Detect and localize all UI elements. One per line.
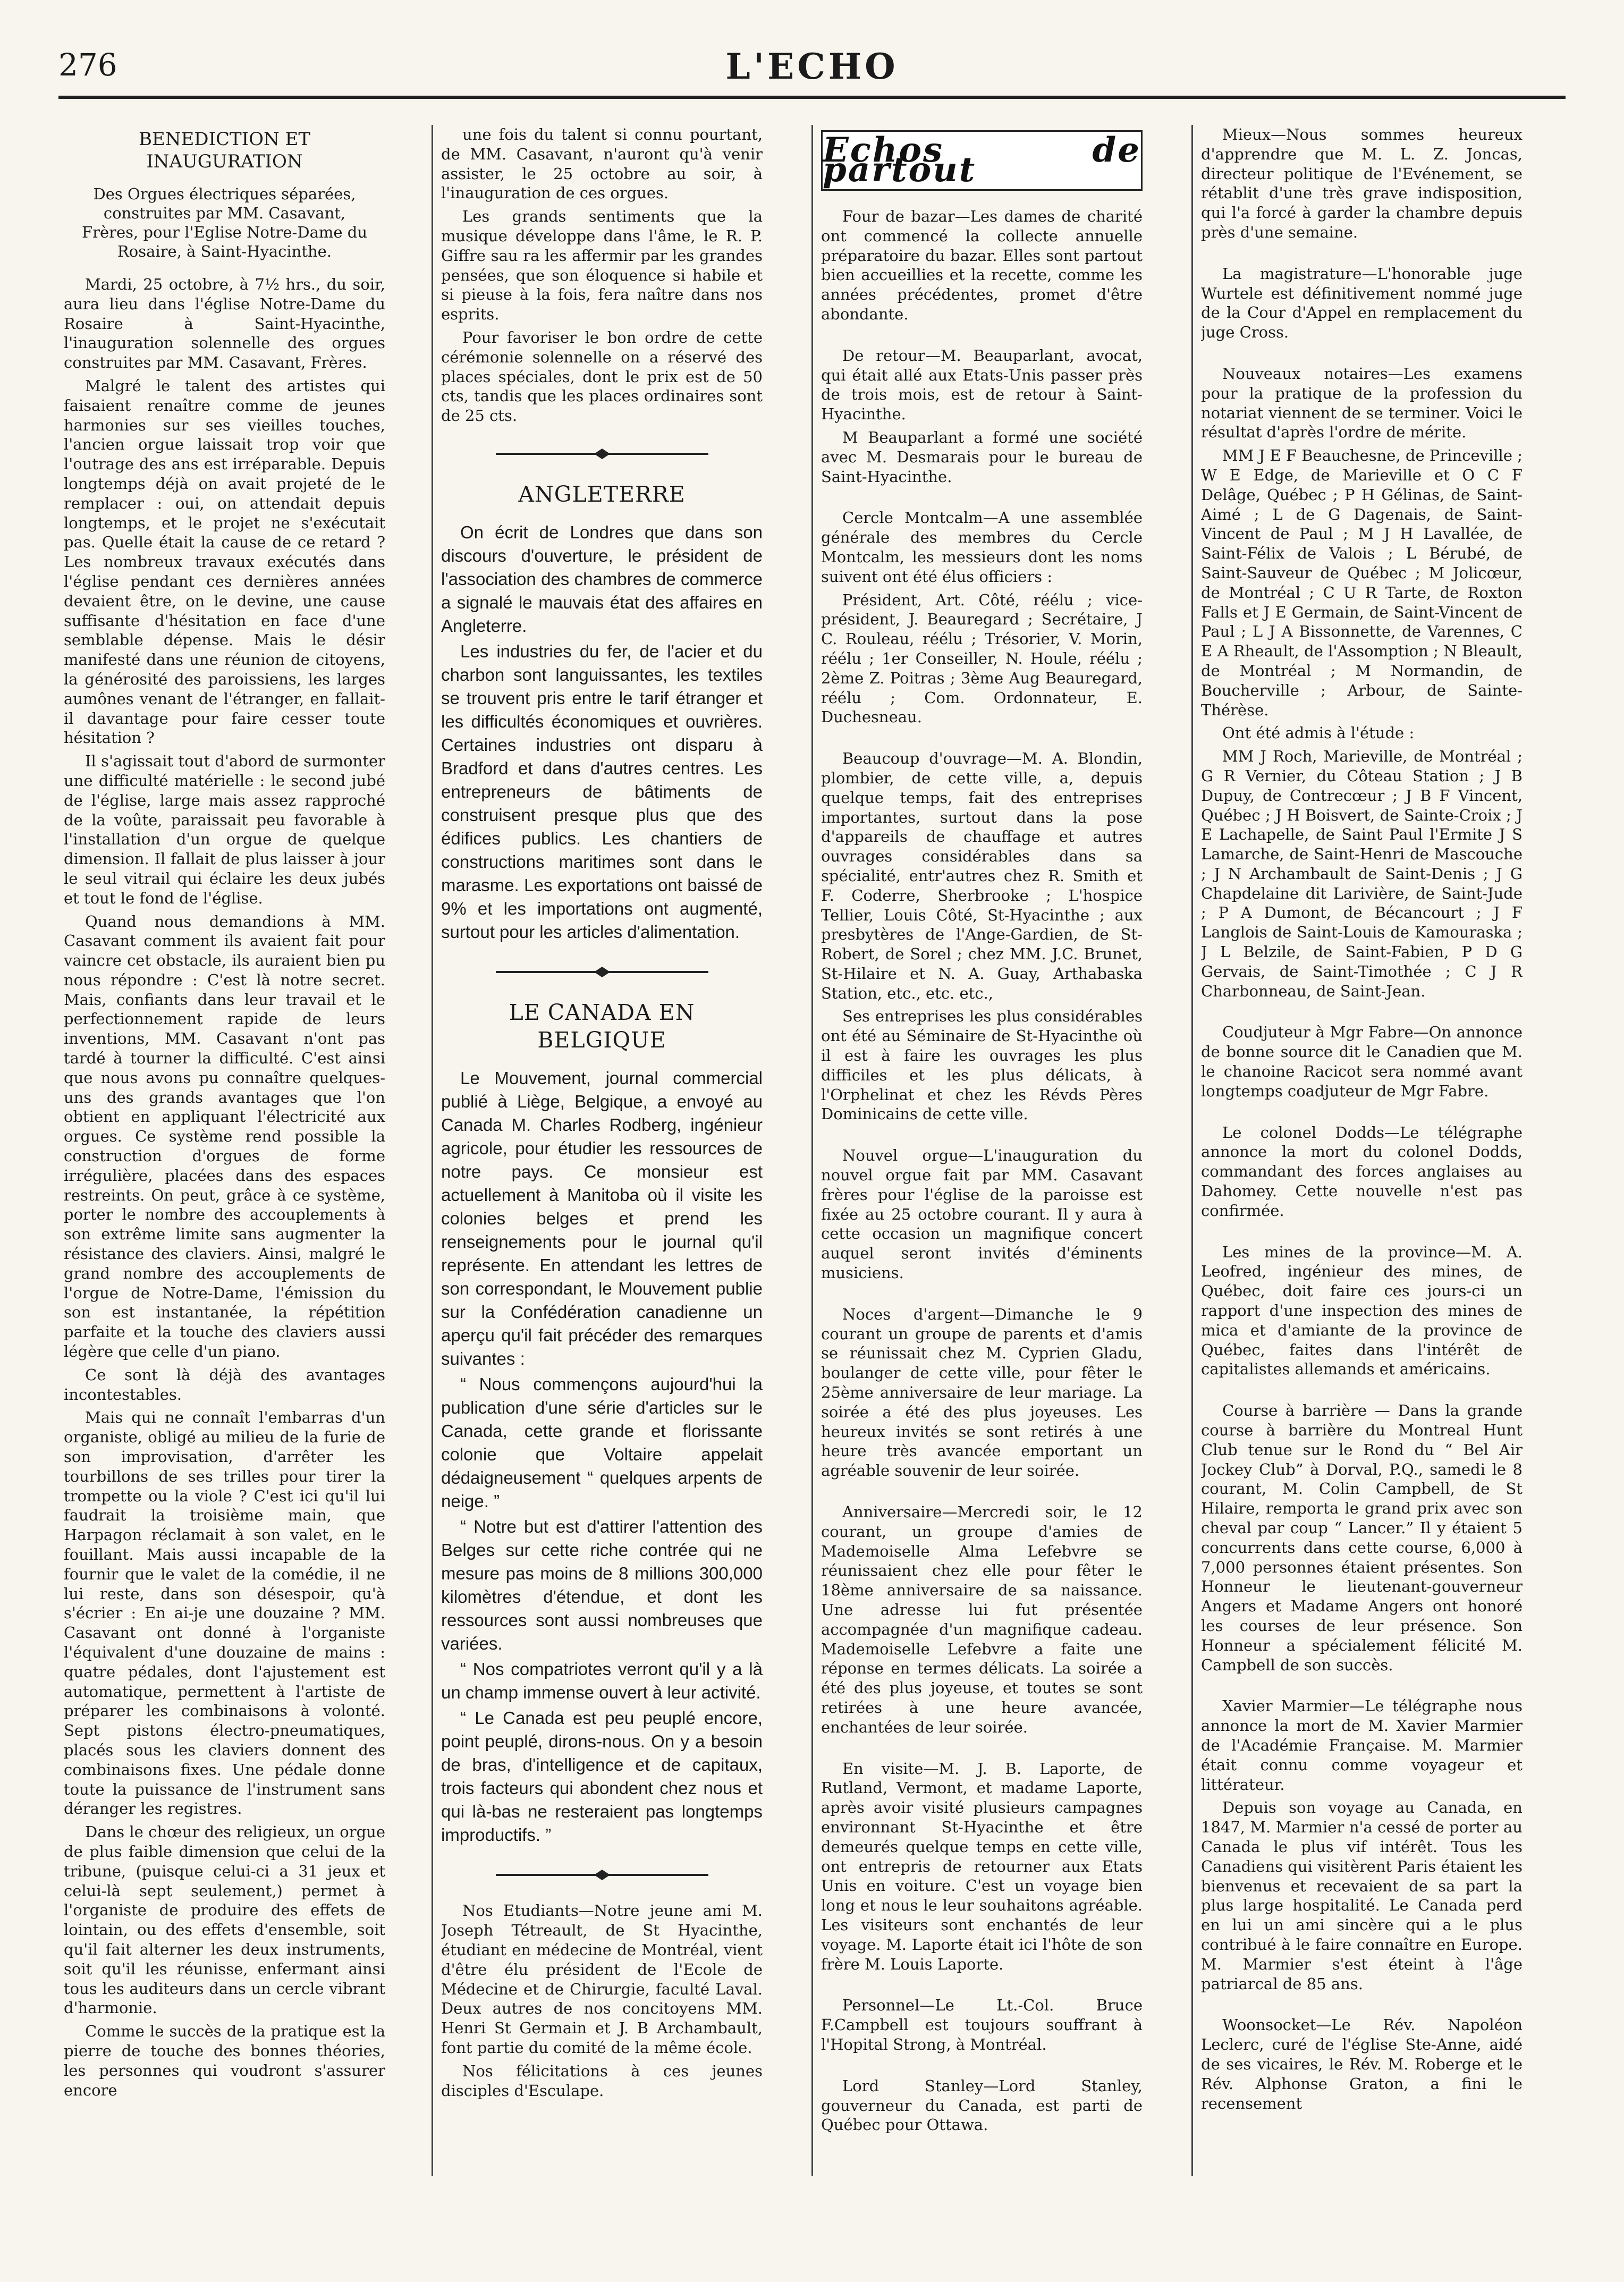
news-item: La magistrature—L'honorable juge Wurtele est définitivement nommé juge de la Cour d'Appel en remplacement du juge Cross. xyxy=(1201,264,1522,342)
paragraph: Les industries du fer, de l'acier et du charbon sont languissantes, les textiles se trouvent pris entre le tarif étranger et les difficultés économiques et ouvrières. Certaines industries ont disparu à Bradford et dans d'autres centres. Les entrepreneurs de bâtiments de construisent presque plus que des édifices publics. Les chantiers de constructions maritimes sont dans le marasme. Les exportations ont baissé de 9% et les importations ont augmenté, surtout pour les articles d'alimentation. xyxy=(441,641,763,942)
news-item: Noces d'argent—Dimanche le 9 courant un groupe de parents et d'amis se réunissait chez M. Cyprien Gladu, boulanger de cette ville, pour fêter le 25ème anniversaire de leur mariage. La soirée a été des plus joyeuses. Les heureux invités se sont retirés à une heure très avancée emportant un agréable souvenir de leur soirée. xyxy=(821,1305,1143,1480)
spacer xyxy=(1201,1383,1522,1401)
paragraph: Dans le chœur des religieux, un orgue de plus faible dimension que celui de la tribune, (puisque celui-ci a 31 jeux et celui-là sept seulement,) permet à l'organiste de produire des effets de lointain, ou des effets d'ensemble, soit qu'il fait alterner les deux instruments, soit qu'il les réunisse, enfermant ainsi tous les auditeurs dans un cercle vibrant d'harmonie. xyxy=(64,1823,385,2017)
page-number: 276 xyxy=(58,47,117,83)
paragraph: “ Notre but est d'attirer l'attention des Belges sur cette riche contrée qui ne mesure pas moins de 8 millions 300,000 kilomètres d'étendue, et dont les ressources sont aussi nombreuses que variées. xyxy=(441,1516,763,1653)
news-item: Nouvel orgue—L'inauguration du nouvel orgue fait par MM. Casavant frères pour l'église de la paroisse est fixée au 25 octobre courant. Il y aura à cette occasion un magnifique concert auquel seront invités d'éminents musiciens. xyxy=(821,1146,1143,1282)
paragraph: Malgré le talent des artistes qui faisaient renaître comme de jeunes harmonies sur ses vieilles touches, l'ancien orgue laissait trop voir que l'outrage des ans est irréparable. Depuis longtemps déjà on avait projeté de le remplacer : oui, on attendait depuis longtemps, et le projet ne s'exécutait pas. Quelle était la cause de ce retard ? Les nombreux travaux exécutés dans l'église pendant ces dernières années devaient être, on le devine, une cause suffisante d'hésitation en face d'une semblable dépense. Mais le désir manifesté dans une réunion de citoyens, la générosité des paroissiens, les larges aumônes venant de l'étranger, en fallait-il davantage pour faire cesser toute hésitation ? xyxy=(64,376,385,747)
news-item: Depuis son voyage au Canada, en 1847, M. Marmier n'a cessé de porter au Canada le plus vif intérêt. Tous les Canadiens qui visitèrent Paris étaient les bienvenus et recevaient de sa part la plus large hospitalité. Le Canada perd en lui un ami sincère qui a le plus contribué à le faire connaître en Europe. M. Marmier s'est éteint à l'âge patriarcal de 85 ans. xyxy=(1201,1798,1522,1993)
spacer xyxy=(1201,246,1522,264)
news-item: Les mines de la province—M. A. Leofred, ingénieur des mines, de Québec, doit faire ces jours-ci un rapport d'une inspection des mines de mica et d'amiante de la province de Québec, faites dans l'intérêt de capitalistes allemands et américains. xyxy=(1201,1243,1522,1379)
news-item: Woonsocket—Le Rév. Napoléon Leclerc, curé de l'église Ste-Anne, aidé de ses vicaires, le Rév. M. Roberge et le Rév. Alphonse Graton, a fini le recensement xyxy=(1201,2016,1522,2112)
column-divider xyxy=(1191,125,1193,2176)
spacer xyxy=(821,2058,1143,2076)
column-divider xyxy=(811,125,813,2176)
column-2 xyxy=(441,125,763,2250)
paragraph: Les grands sentiments que la musique développe dans l'âme, le R. P. Giffre sau ra les affermir par les grandes pensées, que son éloquence si habile et si pieuse à la fois, fera naître dans nos esprits. xyxy=(441,207,763,324)
paragraph: Nos Etudiants—Notre jeune ami M. Joseph Tétreault, de St Hyacinthe, étudiant en médecine de Montréal, vient d'être élu président de l'Ecole de Médecine et de Chirurgie, faculté Laval. Deux autres de nos concitoyens MM. Henri St Germain et J. B Archambault, font partie du comité de la même école. xyxy=(441,1901,763,2057)
angleterre-body xyxy=(441,521,763,944)
paragraph: “ Nos compatriotes verront qu'il y a là un champ immense ouvert à leur activité. xyxy=(441,1659,763,1702)
ornamental-rule xyxy=(441,963,763,983)
section-banner-echos: Echos de partout xyxy=(821,130,1143,191)
news-item: MM J E F Beauchesne, de Princeville ; W E Edge, de Marieville et O C F Delâge, Québec ; P H Gélinas, de Saint-Aimé ; L de G Dagenais, de Saint-Vincent de Paul ; M J H Lavallée, de Saint-Félix de Valois ; L Bérubé, de Saint-Sauveur de Québec ; M Jolicœur, de Montréal ; C U R Tarte, de Roxton Falls et J E Germain, de Saint-Vincent de Paul ; L J A Bissonnette, de Varennes, C E A Rheault, de l'Assomption ; N Bleault, de Montréal ; M Normandin, de Boucherville ; Arbour, de Sainte-Thérèse. xyxy=(1201,446,1522,719)
news-item: Ont été admis à l'étude : xyxy=(1222,724,1415,742)
paragraph: Mais qui ne connaît l'embarras d'un organiste, obligé au milieu de la furie de son improvisation, d'arrêter les tourbillons de ses trilles pour tirer la trompette ou la viole ? C'est ici qu'il lui faudrait la troisième main, que Harpagon réclamait à son valet, en le fouillant. Mais aussi incapable de la fournir que le valet de la comédie, il ne lui reste, dans son désespoir, qu'à s'écrier : En ai-je une douzaine ? MM. Casavant ont donné à l'organiste l'équivalent d'une douzaine de mains : quatre pédales, dont l'ajustement est automatique, permettent à l'artiste de préparer les combinaisons à volonté. Sept pistons électro-pneumatiques, placés sous les claviers donnent des combinaisons fixes. Une pédale donne toute la puissance de l'instrument sans déranger les registres. xyxy=(64,1408,385,1818)
paragraph: On écrit de Londres que dans son discours d'ouverture, le président de l'association des chambres de commerce a signalé le mauvais état des affaires en Angleterre. xyxy=(441,522,763,636)
spacer xyxy=(821,1128,1143,1146)
ornamental-rule xyxy=(441,1866,763,1886)
news-item: Beaucoup d'ouvrage—M. A. Blondin, plombier, de cette ville, a, depuis quelque temps, fait des entreprises importantes, surtout dans la pose d'appareils de chauffage et autres ouvrages considérables dans sa spécialité, entr'autres chez R. Smith et F. Coderre, Sherbrooke ; L'hospice Tellier, Louis Côté, St-Hyacinthe ; aux presbytères de l'Ange-Gardien, de St-Robert, de Sorel ; chez MM. J.C. Brunet, St-Hilaire et N. A. Guay, Arthabaska Station, etc., etc. etc., xyxy=(821,749,1143,1002)
news-item: M Beauparlant a formé une société avec M. Desmarais pour le bureau de Saint-Hyacinthe. xyxy=(821,428,1143,486)
column-3 xyxy=(821,125,1143,2250)
paragraph: Ce sont là déjà des avantages incontestables. xyxy=(64,1365,385,1404)
masthead: L'ECHO xyxy=(725,46,899,87)
spacer xyxy=(821,328,1143,346)
ornamental-rule xyxy=(441,445,763,464)
news-item: Cercle Montcalm—A une assemblée générale des membres du Cercle Montcalm, les messieurs dont les noms suivent ont été élus officiers : xyxy=(821,509,1143,586)
header-rule xyxy=(58,96,1566,99)
news-item: Le colonel Dodds—Le télégraphe annonce la mort du colonel Dodds, commandant des forces anglaises au Dahomey. Cette nouvelle n'est pas confirmée. xyxy=(1201,1123,1522,1220)
spacer xyxy=(1201,1004,1522,1022)
article-subheading: Des Orgues électriques séparées, construites par MM. Casavant, Frères, pour l'Eglise Notre-Dame du Rosaire, à Saint-Hyacinthe. xyxy=(81,185,368,260)
spacer xyxy=(1201,1105,1522,1123)
paragraph: Il s'agissait tout d'abord de surmonter une difficulté matérielle : le second jubé de l'église, large mais assez rapproché de la voûte, paraissait peu favorable à l'installation d'un orgue de quelque dimension. Il fallait de plus laisser à jour le seul vitrail qui éclaire les deux jubés et tout le fond de l'église. xyxy=(64,752,385,907)
paragraph: Comme le succès de la pratique est la pierre de touche des bonnes théories, les personnes qui voudront s'assurer encore xyxy=(64,2022,385,2099)
article-heading-canada-belgique: LE CANADA EN BELGIQUE xyxy=(509,999,695,1053)
column-divider xyxy=(432,125,433,2176)
column-4 xyxy=(1201,125,1522,2250)
belgique-body xyxy=(441,1067,763,1847)
news-item: Personnel—Le Lt.-Col. Bruce F.Campbell est toujours souffrant à l'Hopital Strong, à Montréal. xyxy=(821,1996,1143,2053)
news-item: MM J Roch, Marieville, de Montréal ; G R Vernier, du Côteau Station ; J B Dupuy, de Contrecœur ; J B F Vincent, Québec ; J H Boisvert, de Sainte-Croix ; J E Lachapelle, de Saint Paul l'Ermite J S Lamarche, de Saint-Henri de Mascouche ; J N Archambault de Saint-Denis ; J G Chapdelaine dit Larivière, de Saint-Jude ; P A Dumont, de Bécancourt ; J F Langlois de Saint-Louis de Kamouraska ; J L Belzile, de Saint-Fabien, P D G Gervais, de Saint-Timothée ; C J R Charbonneau, de Saint-Jean. xyxy=(1201,747,1522,1000)
paragraph: Nos félicitations à ces jeunes disciples d'Esculape. xyxy=(441,2061,763,2100)
spacer xyxy=(1201,346,1522,364)
article-heading-angleterre: ANGLETERRE xyxy=(518,481,686,507)
news-item: De retour—M. Beauparlant, avocat, qui était allé aux Etats-Unis passer près de trois mois, est de retour à Saint-Hyacinthe. xyxy=(821,346,1143,424)
news-item: Lord Stanley—Lord Stanley, gouverneur du Canada, est parti de Québec pour Ottawa. xyxy=(821,2076,1143,2134)
paragraph: “ Nous commençons aujourd'hui la publication d'une série d'articles sur le Canada, cette grande et florissante colonie que Voltaire appelait dédaigneusement “ quelques arpents de neige. ” xyxy=(441,1374,763,1511)
news-item: Nouveaux notaires—Les examens pour la pratique de la profession du notariat viennent de se terminer. Voici le résultat d'après l'ordre de mérite. xyxy=(1201,364,1522,442)
spacer xyxy=(821,490,1143,508)
spacer xyxy=(1201,1997,1522,2015)
news-item: Mieux—Nous sommes heureux d'apprendre que M. L. Z. Joncas, directeur politique de l'Evénement, se rétablit d'une très grave indisposition, qui l'a forcé à garder la chambre depuis près d'une semaine. xyxy=(1201,125,1522,241)
spacer xyxy=(821,1741,1143,1759)
news-item: En visite—M. J. B. Laporte, de Rutland, Vermont, et madame Laporte, après avoir visité plusieurs campagnes environnant St-Hyacinthe et être demeurés quelque temps en cette ville, ont entrepris de retourner aux Etats Unis en voiture. C'est un voyage bien long et nous le leur souhaitons agréable. Les visiteurs sont enchantés de leur voyage. M. Laporte était ici l'hôte de son frère M. Louis Laporte. xyxy=(821,1759,1143,1973)
news-item: Four de bazar—Les dames de charité ont commencé la collecte annuelle préparatoire du bazar. Elles sont partout bien accueillies et la recette, comme les années précédentes, promet d'être abondante. xyxy=(821,207,1143,323)
spacer xyxy=(821,731,1143,749)
paragraph: Pour favoriser le bon ordre de cette cérémonie solennelle on a réservé des places spéciales, dont le prix est de 50 cts, tandis que les places ordinaires sont de 25 cts. xyxy=(441,328,763,425)
spacer xyxy=(821,1287,1143,1305)
news-item: Anniversaire—Mercredi soir, le 12 courant, un groupe d'amies de Mademoiselle Alma Lefebvre se réunissaient chez elle pour fêter le 18ème anniversaire de sa naissance. Une adresse lui fut présentée accompagnée d'un magnifique cadeau. Mademoiselle Lefebvre a faite une réponse en termes délicats. La soirée a été des plus joyeuse, et toutes se sont retirées à une heure avancée, enchantées de leur soirée. xyxy=(821,1503,1143,1736)
article-heading-benediction: BENEDICTION ET INAUGURATION xyxy=(138,129,311,172)
spacer xyxy=(1201,1678,1522,1696)
paragraph: Le Mouvement, journal commercial publié à Liège, Belgique, a envoyé au Canada M. Charles Rodberg, ingénieur agricole, pour étudier les ressources de notre pays. Ce monsieur est actuellement à Manitoba où il visite les colonies belges et prend les renseignements pour le journal qu'il représente. En attendant les lettres de son correspondant, le Mouvement publie sur la Confédération canadienne un aperçu qu'il fait précéder des remarques suivantes : xyxy=(441,1068,763,1368)
news-item: Président, Art. Côté, réélu ; vice-président, J. Beauregard ; Secrétaire, J C. Rouleau, réélu ; Trésorier, V. Morin, réélu ; 1er Conseiller, N. Houle, réélu ; 2ème Z. Poitras ; 3ème Aug Beauregard, réélu ; Com. Ordonnateur, E. Duchesneau. xyxy=(821,590,1143,726)
news-item: Coudjuteur à Mgr Fabre—On annonce de bonne source dit le Canadien que M. le chanoine Racicot sera nommé avant longtemps coadjuteur de Mgr Fabre. xyxy=(1201,1023,1522,1100)
news-item: Course à barrière — Dans la grande course à barrière du Montreal Hunt Club tenue sur le Rond du “ Bel Air Jockey Club” à Dorval, P.Q., samedi le 8 courant, M. Colin Campbell, de St Hilaire, remporta le grand prix avec son cheval par coup “ Lancer.” Il y étaient 5 concurrents dans cette course, 6,000 à 7,000 personnes étaient présentes. Son Honneur le lieutenant-gouverneur Angers et Madame Angers ont honoré les courses de leur présence. Son Honneur a spécialement félicité M. Campbell de son succès. xyxy=(1201,1401,1522,1674)
paragraph: une fois du talent si connu pourtant, de MM. Casavant, n'auront qu'à venir assister, le 25 octobre au soir, à l'inauguration de ces orgues. xyxy=(441,125,763,202)
paragraph: Quand nous demandions à MM. Casavant comment ils avaient fait pour vaincre cet obstacle, ils auraient bien pu nous répondre : C'est là notre secret. Mais, confiants dans leur travail et le perfectionnement rapide de leurs inventions, MM. Casavant n'ont pas tardé à tourner la difficulté. C'est ainsi que nous avons pu connaître quelques-uns des grands avantages que l'on obtient en appliquant l'électricité aux orgues. Ce système rend possible la construction d'orgues de forme irrégulière, placées dans des espaces restreints. On peut, grâce à ce système, porter le nombre des accouplements à son extrême limite sans augmenter la résistance des claviers. Ainsi, malgré le grand nombre des accouplements de l'orgue de Notre-Dame, l'émission du son est instantanée, la répétition parfaite et la touche des claviers aussi légère que celle d'un piano. xyxy=(64,912,385,1361)
paragraph: Mardi, 25 octobre, à 7½ hrs., du soir, aura lieu dans l'église Notre-Dame du Rosaire à Saint-Hyacinthe, l'inauguration solennelle des orgues construites par MM. Casavant, Frères. xyxy=(64,275,385,372)
column-1 xyxy=(64,125,385,2250)
spacer xyxy=(821,1484,1143,1502)
paragraph: “ Le Canada est peu peuplé encore, point peuplé, dirons-nous. On y a besoin de bras, d'intelligence et de capitaux, trois facteurs qui abondent chez nous et qui là-bas ne resteraient pas longtemps improductifs. ” xyxy=(441,1708,763,1845)
spacer xyxy=(1201,1224,1522,1243)
spacer xyxy=(821,1977,1143,1996)
news-item: Ses entreprises les plus considérables ont été au Séminaire de St-Hyacinthe où il est à faire les ouvrages les plus difficiles et les plus délicats, à l'Orphelinat et chez les Révds Pères Dominicains de cette ville. xyxy=(821,1007,1143,1123)
news-item: Xavier Marmier—Le télégraphe nous annonce la mort de M. Xavier Marmier de l'Académie Française. M. Marmier était connu comme voyageur et littérateur. xyxy=(1201,1697,1522,1794)
